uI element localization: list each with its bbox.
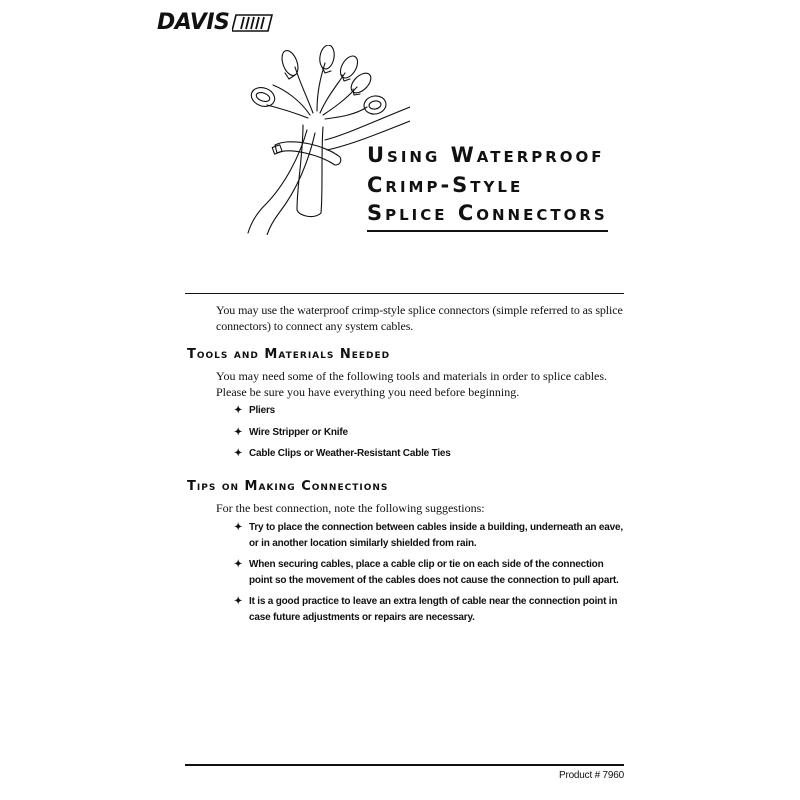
product-number: Product # 7960 [558,770,624,781]
intro-paragraph: You may use the waterproof crimp-style splice connectors (simple referred to as splice connectors) to connect any system cables. [216,303,623,333]
bottom-divider [185,764,624,766]
list-item [234,557,629,589]
star-bullet-icon: ✦ [234,405,243,416]
list-item-text: Wire Stripper or Knife [249,426,348,438]
title-line-2: Crimp-Style [367,173,524,197]
logo-wordmark: DAVIS [157,10,230,35]
star-bullet-icon: ✦ [234,559,243,570]
tips-heading: Tips on Making Connections [187,479,389,494]
star-bullet-icon: ✦ [234,448,243,459]
list-item [234,520,629,552]
star-bullet-icon: ✦ [234,596,243,607]
davis-logo [157,12,287,34]
list-item-text: It is a good practice to leave an extra length of cable near the connection point in case future adjustments or repairs are necessary. [249,596,618,623]
list-item-text: Try to place the connection between cables inside a building, underneath an eave, or in another location similarly shielded from rain. [249,522,623,549]
tools-list [234,403,629,468]
logo-stripes-icon [232,14,274,32]
list-item [234,594,629,626]
star-bullet-icon: ✦ [234,522,243,533]
tips-paragraph: For the best connection, note the following suggestions: [216,501,485,515]
list-item [234,425,629,441]
document-title [367,140,608,232]
list-item-text: When securing cables, place a cable clip or tie on each side of the connection point so the movement of the cables does not cause the connection to pull apart. [249,559,619,586]
tips-list [234,520,629,631]
title-line-3: Splice Connectors [367,200,608,232]
list-item [234,403,629,419]
tools-heading: Tools and Materials Needed [187,347,391,362]
title-line-1: Using Waterproof [367,143,605,167]
list-item-text: Pliers [249,405,276,416]
star-bullet-icon: ✦ [234,426,243,438]
list-item [234,446,629,462]
top-divider [185,293,624,294]
tools-paragraph: You may need some of the following tools and materials in order to splice cables. Please be sure you have everything you need before beginning. [216,369,608,399]
list-item-text: Cable Clips or Weather-Resistant Cable Ties [249,448,451,459]
